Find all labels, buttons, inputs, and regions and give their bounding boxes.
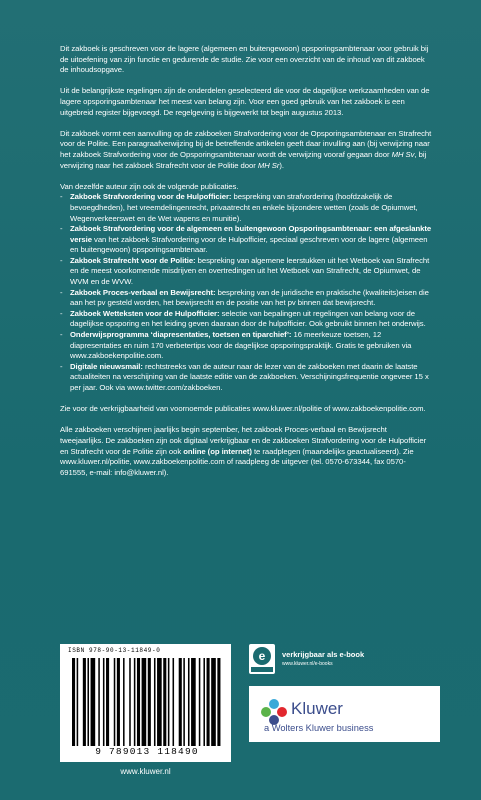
publications-intro: Van dezelfde auteur zijn ook de volgende publicaties.: [60, 181, 239, 191]
ebook-label: verkrijgbaar als e-book: [282, 650, 365, 659]
paragraph-supplement: Dit zakboek vormt een aanvulling op de zakboeken Strafvordering voor de Opsporingsambtenaar en Strafrecht voor de Politie. Een paragraafverwijzing bij de betreffende artikelen geeft daar invulling aan (bij verwijzing naar het zakboek Strafvordering voor de Opsporingsambtenaar wordt de verwijzing vooraf gegaan door MH Sv, bij verwijzing naar het zakboek Strafrecht voor de Politie door MH Sr).: [60, 128, 432, 170]
paragraph-publication: Alle zakboeken verschijnen jaarlijks begin september, het zakboek Proces-verbaal en Bewijsrecht tweejaarlijks. De zakboeken zijn ook digitaal verkrijgbaar en de zakboeken Strafvordering voor de Hulpofficier en Strafrecht voor de Politie zijn ook online (op internet) te raadplegen (maandelijks geactualiseerd). Zie www.kluwer.nl/politie, www.zakboekenpolitie.com of raadpleeg de uitgever (tel. 0570-673344, fax 0570-691555, e-mail: info@kluwer.nl).: [60, 425, 427, 477]
cover-text: [60, 44, 432, 489]
ebook-badge: [249, 644, 439, 674]
barcode-icon: [72, 658, 222, 746]
publisher-tagline: a Wolters Kluwer business: [264, 723, 374, 733]
publisher-name: Kluwer: [291, 699, 343, 718]
barcode-digits: 9 789013 118490: [95, 746, 199, 757]
list-item: - Zakboek Wetteksten voor de Hulpofficier: selectie van bepalingen uit regelingen van belang voor de dagelijkse opsporing en het leiding geven daaraan door de hulpofficier. Ook gebruikt binnen het onderwijs.: [60, 309, 432, 330]
svg-text:e: e: [258, 649, 266, 663]
list-item: - Zakboek Strafrecht voor de Politie: bespreking van algemene leerstukken uit het Wetboek van Strafrecht en de meest voorkomende misdrijven en overtredingen uit het Wetboek van Strafrecht, de Opiumwet, de WVM en de WVW.: [60, 256, 432, 288]
paragraph-intro: Dit zakboek is geschreven voor de lagere (algemeen en buitengewoon) opsporingsambtenaar voor gebruik bij de uitoefening van zijn functie en gedurende de studie. Zie voor een overzicht van de inhoud van dit zakboek de inhoudsopgave.: [60, 44, 429, 75]
list-item: - Zakboek Strafvordering voor de algemeen en buitengewoon Opsporingsambtenaar: een afgeslankte versie van het zakboek Strafvordering voor de Hulpofficier, speciaal geschreven voor de lagere (algemeen en buitengewoon) opsporingsambtenaar.: [60, 224, 432, 256]
isbn-label: ISBN 978-90-13-11849-0: [68, 647, 161, 654]
paragraph-availability: Zie voor de verkrijgbaarheid van voornoemde publicaties www.kluwer.nl/politie of www.zakboekenpolitie.com.: [60, 404, 426, 414]
list-item: - Zakboek Proces-verbaal en Bewijsrecht: bespreking van de juridische en praktische (kwaliteits)eisen die aan het pv gesteld worden, het bewijsrecht en de positie van het pv binnen dat bewijsrecht.: [60, 288, 432, 309]
barcode-box: [60, 644, 231, 762]
website-link[interactable]: www.kluwer.nl: [120, 767, 171, 776]
list-item: - Onderwijsprogramma ‘diapresentaties, toetsen en tiparchief’: 16 meerkeuze toetsen, 12 diapresentaties en ruim 170 verbetertips voor de dagelijkse opsporingspraktijk. Gratis te gebruiken via www.zakboekenpolitie.com.: [60, 330, 432, 362]
ebook-url[interactable]: www.kluwer.nl/e-books: [282, 661, 333, 667]
paragraph-selection: Uit de belangrijkste regelingen zijn de onderdelen geselecteerd die voor de dagelijkse werkzaamheden van de lagere opsporingsambtenaar het meest van belang zijn. Voor een goed gebruik van het zakboek is een uitgebreid register bijgevoegd. De regelgeving is bijgewerkt tot begin augustus 2013.: [60, 86, 430, 117]
list-item: - Digitale nieuwsmail: rechtstreeks van de auteur naar de lezer van de zakboeken met daarin de laatste actualiteiten na verschijning van de laatste editie van de zakboeken. Verschijningsfrequentie ongeveer 15 x per jaar. Ook via www.twitter.com/zakboeken.: [60, 362, 432, 394]
kluwer-logo-icon: [260, 698, 288, 726]
ebook-icon: [249, 644, 275, 674]
publisher-logo-box: [249, 686, 440, 742]
list-item: - Zakboek Strafvordering voor de Hulpofficier: bespreking van strafvordering (hoofdzakelijk de bevoegdheden), het vreemdelingenrecht, privaatrecht en enkele bijzondere wetten (zoals de Opiumwet, Wegenverkeerswet en de Wet wapens en munitie).: [60, 192, 432, 224]
publications-list: [60, 192, 432, 393]
